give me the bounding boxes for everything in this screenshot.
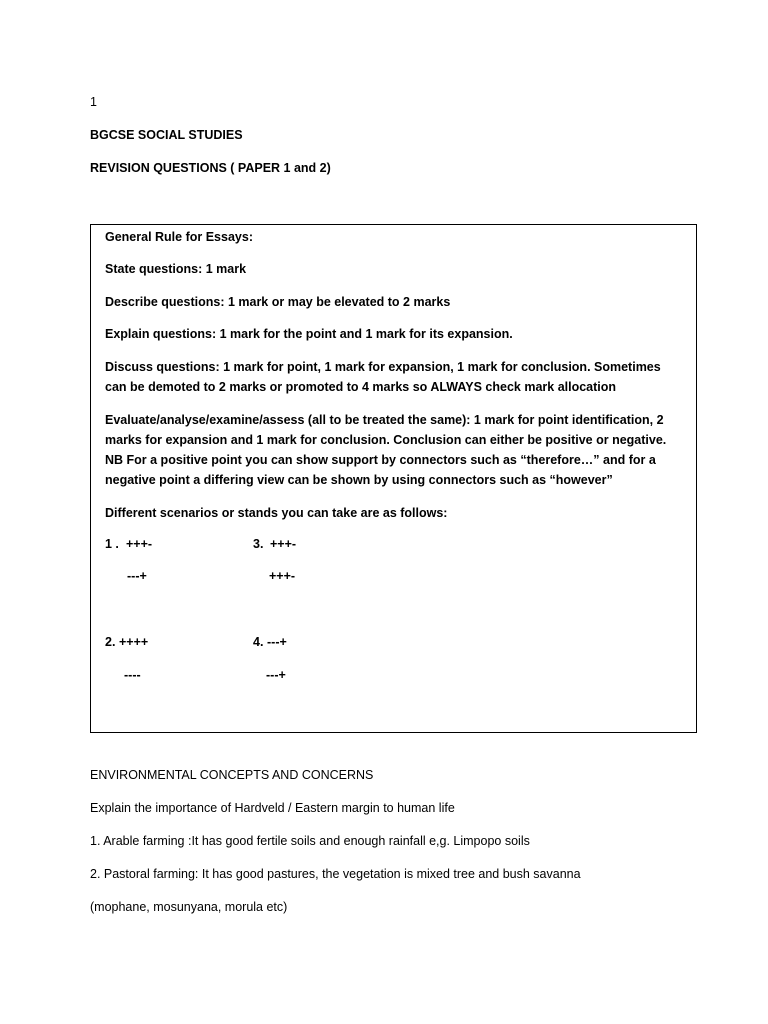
scenario-2-line2: ---- bbox=[124, 668, 141, 682]
scenario-1-label: 1 . bbox=[105, 537, 119, 551]
rule-evaluate: Evaluate/analyse/examine/assess (all to be treated the same): 1 mark for point identification, 2 marks for expansion and 1 mark for conclusion. Conclusion can either be positive or negative. NB For a positive point you can show support by connectors such as “therefore…” and for a negative point a differing view can be shown by using connectors such as “however” bbox=[105, 413, 667, 487]
scenario-1-line1: +++- bbox=[126, 537, 153, 551]
section-question: Explain the importance of Hardveld / Eastern margin to human life bbox=[90, 801, 455, 815]
scenario-3-line1: +++- bbox=[270, 537, 297, 551]
scenario-4-line1: ---+ bbox=[267, 635, 287, 649]
document-title: BGCSE SOCIAL STUDIES bbox=[90, 128, 243, 142]
answer-point-2-continued: (mophane, mosunyana, morula etc) bbox=[90, 900, 288, 914]
answer-point-2: 2. Pastoral farming: It has good pastures, the vegetation is mixed tree and bush savanna bbox=[90, 867, 581, 881]
rule-explain: Explain questions: 1 mark for the point and 1 mark for its expansion. bbox=[105, 327, 513, 341]
scenario-4-label: 4. bbox=[253, 635, 264, 649]
page-number: 1 bbox=[90, 95, 97, 109]
rule-describe: Describe questions: 1 mark or may be elevated to 2 marks bbox=[105, 295, 451, 309]
document-subtitle: REVISION QUESTIONS ( PAPER 1 and 2) bbox=[90, 161, 331, 175]
answer-point-1: 1. Arable farming :It has good fertile soils and enough rainfall e,g. Limpopo soils bbox=[90, 834, 530, 848]
rule-discuss: Discuss questions: 1 mark for point, 1 mark for expansion, 1 mark for conclusion. Sometimes can be demoted to 2 marks or promoted to 4 marks so ALWAYS check mark allocation bbox=[105, 360, 661, 394]
essay-rules-box bbox=[90, 224, 697, 733]
scenario-1-line2: ---+ bbox=[127, 569, 147, 583]
rule-state: State questions: 1 mark bbox=[105, 262, 247, 276]
scenario-2-label: 2. bbox=[105, 635, 116, 649]
scenario-3-line2: +++- bbox=[269, 569, 296, 583]
scenarios-intro: Different scenarios or stands you can take are as follows: bbox=[105, 506, 448, 520]
section-heading: ENVIRONMENTAL CONCEPTS AND CONCERNS bbox=[90, 768, 374, 782]
rules-heading: General Rule for Essays: bbox=[105, 230, 253, 244]
scenario-4-line2: ---+ bbox=[266, 668, 286, 682]
scenario-2-line1: ++++ bbox=[119, 635, 149, 649]
scenario-3-label: 3. bbox=[253, 537, 264, 551]
